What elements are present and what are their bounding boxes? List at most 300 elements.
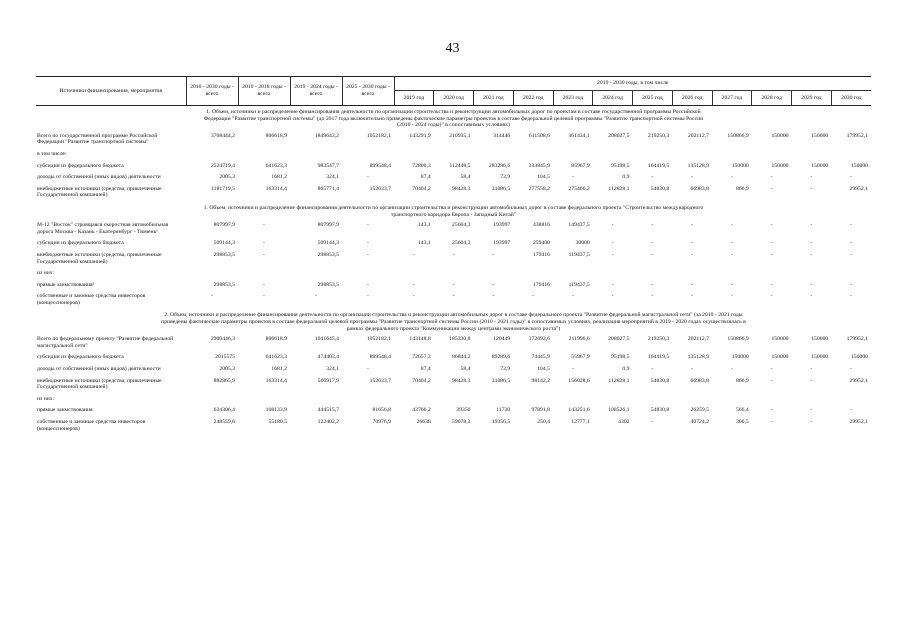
cell-value: -: [571, 174, 574, 181]
cell-value: 0,9: [622, 174, 630, 181]
table-row: [36, 417, 871, 435]
cell-value: -: [770, 185, 773, 192]
header-total: 2025 - 2030 годы - всего: [342, 77, 394, 106]
row-label: внебюджетные источники (средства, привлеченные Государственной компанией): [37, 251, 162, 265]
cell-value: -: [315, 293, 317, 300]
cell-value: 150866,9: [727, 336, 749, 343]
cell-value: [186, 394, 238, 406]
cell-value: [434, 394, 474, 406]
table-row: [36, 268, 871, 280]
row-label: доходы от собственной (иных видов) деятельности: [37, 366, 161, 373]
table-row: [36, 405, 871, 417]
cell-value: -: [651, 281, 654, 288]
cell-value: 70404,2: [412, 185, 431, 192]
cell-value: 11730: [496, 407, 511, 414]
row-label: в том числе:: [37, 150, 67, 157]
cell-value: 164419,5: [647, 354, 670, 361]
cell-value: 150000: [850, 354, 868, 361]
cell-value: -: [770, 419, 773, 425]
header-year: 2022 год: [513, 90, 553, 105]
cell-value: 156028,6: [568, 377, 590, 384]
cell-value: 30000: [575, 240, 590, 247]
row-label: субсидии из федерального бюджета: [37, 240, 124, 247]
table-row: [36, 131, 871, 149]
cell-value: 259400: [532, 240, 550, 247]
row-label: из них:: [37, 270, 55, 277]
cell-value: -: [651, 222, 654, 229]
table-row: [36, 394, 871, 406]
cell-value: -: [850, 240, 853, 247]
cell-value: 29952,1: [849, 185, 868, 192]
cell-value: 2015575: [215, 354, 235, 361]
cell-value: [712, 394, 752, 406]
cell-value: 444515,7: [317, 407, 339, 414]
cell-value: 324,1: [326, 366, 339, 373]
cell-value: 202112,7: [687, 132, 709, 139]
cell-value: -: [367, 281, 369, 288]
cell-value: -: [651, 240, 654, 247]
cell-value: -: [651, 174, 654, 181]
cell-value: -: [691, 293, 694, 300]
cell-value: 208027,5: [608, 132, 630, 139]
header-year: 2027 год: [712, 90, 752, 105]
cell-value: 509144,3: [213, 240, 235, 247]
cell-value: 806618,9: [265, 132, 287, 139]
section-title: 2. Объем, источники и распределение финансирования деятельности по организации строительства и реконструкции автомобильных дорог в составе федерального проекта "Развитие федеральной магистральной сети" (за 2010 - 2021 годы приведены фактические параметры проектов в составе федеральной целевой программы "Развитие транспортной системы России (2010 - 2021 годы)" в сопоставимых условиях, реализация мероприятий в 2019 - 2020 годах осуществлялась в рамках федерального проекта "Коммуникации между центрами экономического роста"): [161, 312, 746, 332]
cell-value: [752, 149, 792, 161]
page-number: 43: [445, 41, 460, 56]
cell-value: -: [367, 366, 369, 373]
cell-value: 81656,8: [372, 407, 391, 414]
cell-value: 211996,6: [568, 336, 590, 343]
cell-value: [238, 268, 290, 280]
cell-value: 641623,3: [265, 354, 287, 361]
cell-value: 108133,9: [265, 407, 287, 414]
cell-value: 3708444,2: [210, 132, 235, 139]
cell-value: 12777,1: [571, 419, 590, 425]
cell-value: 250,4: [537, 419, 550, 425]
table-row: [36, 184, 871, 202]
cell-value: 74445,9: [531, 354, 550, 361]
cell-value: 566,4: [735, 407, 749, 414]
cell-value: 87,4: [420, 174, 431, 181]
cell-value: [290, 149, 342, 161]
cell-value: 58,4: [460, 174, 471, 181]
cell-value: 298853,5: [317, 251, 339, 258]
cell-value: 300,5: [735, 419, 749, 425]
header-year: 2019 год: [394, 90, 434, 105]
header-total: 2019 - 2024 годы - всего: [290, 77, 342, 106]
cell-value: 1681,2: [271, 366, 287, 373]
cell-value: -: [810, 240, 813, 247]
cell-value: -: [770, 222, 773, 229]
cell-value: -: [611, 281, 614, 288]
cell-value: 202112,7: [687, 336, 709, 343]
cell-value: 143148,8: [409, 336, 431, 343]
cell-value: -: [571, 293, 574, 300]
header-year: 2026 год: [672, 90, 712, 105]
cell-value: 185330,8: [449, 336, 471, 343]
cell-value: [712, 149, 752, 161]
cell-value: [394, 268, 434, 280]
cell-value: -: [770, 251, 773, 258]
cell-value: [342, 268, 394, 280]
cell-value: 152633,7: [369, 377, 391, 384]
cell-value: 807997,9: [317, 222, 339, 229]
cell-value: 70404,2: [412, 377, 431, 384]
cell-value: -: [211, 293, 213, 300]
cell-value: [513, 268, 553, 280]
cell-value: 29952,1: [849, 377, 868, 384]
cell-value: 983547,7: [317, 162, 339, 169]
cell-value: [238, 394, 290, 406]
cell-value: 163314,4: [265, 377, 287, 384]
cell-value: 19356,5: [491, 419, 511, 425]
cell-value: 150000: [731, 354, 749, 361]
cell-value: [792, 394, 832, 406]
cell-value: -: [810, 293, 813, 300]
cell-value: 135128,9: [687, 162, 709, 169]
cell-value: -: [850, 174, 853, 181]
cell-value: 135128,9: [687, 354, 709, 361]
header-year: 2029 год: [792, 90, 832, 105]
cell-value: 298853,5: [317, 281, 339, 288]
row-label: Всего по федеральному проекту "Развитие федеральной магистральной сети": [37, 336, 174, 349]
row-label: собственные и заемные средства инвесторов (концессионеров): [37, 293, 146, 306]
cell-value: -: [532, 293, 535, 300]
cell-value: -: [452, 251, 455, 258]
cell-value: -: [263, 251, 265, 258]
cell-value: -: [367, 174, 369, 181]
table-row: [36, 352, 871, 364]
cell-value: 31086,5: [491, 377, 511, 384]
cell-value: -: [770, 377, 773, 384]
cell-value: -: [730, 222, 733, 229]
cell-value: 152633,7: [369, 185, 391, 192]
header-year: 2030 год: [831, 90, 871, 105]
section-title-row: [36, 309, 871, 334]
cell-value: -: [810, 419, 813, 425]
cell-value: 112828,1: [608, 377, 630, 384]
cell-value: 866,9: [735, 377, 749, 384]
cell-value: 39350: [456, 407, 471, 414]
cell-value: 179952,1: [846, 132, 868, 139]
cell-value: 2900446,3: [210, 336, 235, 343]
header-year: 2020 год: [434, 90, 474, 105]
cell-value: -: [850, 293, 853, 300]
cell-value: -: [691, 240, 694, 247]
section-title: 1. Объем, источники и распределение финансирования деятельности по организации строительства и реконструкции автомобильных дорог в составе федерального проекта "Строительство международного транспортного коридора Европа - Западный Китай": [203, 204, 704, 218]
cell-value: 179952,1: [846, 336, 868, 343]
cell-value: -: [770, 366, 773, 373]
cell-value: [290, 268, 342, 280]
cell-value: 54830,8: [650, 407, 670, 414]
cell-value: 150000: [811, 162, 829, 169]
cell-value: 277558,2: [528, 185, 550, 192]
cell-value: -: [367, 251, 369, 258]
row-label: доходы от собственной (иных видов) деятельности: [37, 174, 161, 181]
cell-value: 149437,5: [568, 222, 590, 229]
cell-value: 2005,3: [219, 174, 235, 181]
cell-value: [513, 394, 553, 406]
cell-value: 219250,3: [647, 132, 670, 139]
cell-value: 509144,3: [317, 240, 339, 247]
cell-value: 2524719,4: [210, 162, 235, 169]
cell-value: 72657,3: [412, 354, 431, 361]
cell-value: -: [850, 407, 853, 414]
cell-value: [513, 149, 553, 161]
row-label: внебюджетные источники (средства, привлеченные Государственной компанией): [37, 185, 162, 199]
cell-value: -: [730, 281, 733, 288]
table-header: [36, 77, 871, 106]
table-row: [36, 161, 871, 173]
cell-value: [593, 394, 633, 406]
cell-value: 882865,9: [213, 377, 235, 384]
cell-value: 283286,6: [488, 162, 511, 169]
cell-value: 164419,5: [647, 162, 670, 169]
header-year: 2024 год: [593, 90, 633, 105]
cell-value: -: [412, 251, 415, 258]
cell-value: -: [730, 251, 733, 258]
cell-value: 361434,1: [568, 132, 590, 139]
table-row: [36, 334, 871, 352]
cell-value: 298853,5: [213, 251, 235, 258]
cell-value: 66983,8: [690, 185, 709, 192]
cell-value: 143251,6: [568, 407, 590, 414]
cell-value: 104,5: [537, 174, 550, 181]
cell-value: -: [810, 251, 813, 258]
cell-value: -: [611, 222, 614, 229]
cell-value: 98428,3: [452, 185, 471, 192]
row-label: прямые заимствования²: [37, 281, 95, 288]
cell-value: 193997: [493, 240, 511, 247]
cell-value: 172692,6: [528, 336, 550, 343]
cell-value: 29952,1: [849, 419, 868, 425]
cell-value: 112828,1: [608, 185, 630, 192]
table-row: [36, 172, 871, 184]
cell-value: 43766,2: [412, 407, 431, 414]
cell-value: -: [691, 251, 694, 258]
cell-value: -: [412, 281, 415, 288]
cell-value: 104,5: [537, 366, 550, 373]
cell-value: 26259,5: [690, 407, 709, 414]
cell-value: -: [770, 293, 773, 300]
cell-value: 1849643,2: [314, 132, 339, 139]
cell-value: [831, 268, 871, 280]
cell-value: [434, 149, 474, 161]
cell-value: [593, 149, 633, 161]
cell-value: 150000: [811, 354, 829, 361]
cell-value: [238, 149, 290, 161]
table-row: [36, 149, 871, 161]
cell-value: 95198,5: [611, 354, 630, 361]
header-year: 2023 год: [553, 90, 593, 105]
cell-value: 248559,6: [213, 419, 235, 425]
cell-value: 122402,2: [317, 419, 339, 425]
cell-value: 26638: [416, 419, 431, 425]
cell-value: 150000: [731, 162, 749, 169]
cell-value: 55180,5: [268, 419, 287, 425]
cell-value: [186, 268, 238, 280]
cell-value: 119437,5: [568, 251, 590, 258]
cell-value: 1181719,5: [211, 185, 235, 192]
cell-value: 210935,1: [449, 132, 471, 139]
cell-value: 324,1: [326, 174, 339, 181]
cell-value: 150000: [771, 162, 789, 169]
cell-value: 143,1: [417, 240, 431, 247]
cell-value: 54830,8: [650, 185, 670, 192]
cell-value: 219250,3: [647, 336, 670, 343]
cell-value: -: [810, 174, 813, 181]
cell-value: 179416: [532, 281, 550, 288]
cell-value: 25604,3: [452, 240, 471, 247]
header-source: Источники финансирования, мероприятия: [36, 77, 186, 106]
cell-value: 150000: [811, 336, 829, 343]
cell-value: -: [770, 240, 773, 247]
row-label: Всего по государственной программе Российской Федерации "Развитие транспортной системы": [37, 132, 158, 146]
cell-value: 438816: [532, 222, 550, 229]
cell-value: [752, 268, 792, 280]
cell-value: [290, 394, 342, 406]
cell-value: 59078,3: [452, 419, 471, 425]
cell-value: -: [651, 293, 654, 300]
cell-value: [394, 149, 434, 161]
cell-value: -: [850, 222, 853, 229]
table-row: [36, 280, 871, 292]
cell-value: 54830,8: [650, 377, 670, 384]
cell-value: 150000: [771, 354, 789, 361]
cell-value: -: [730, 240, 733, 247]
cell-value: 1052182,1: [366, 132, 391, 139]
cell-value: -: [412, 293, 415, 300]
cell-value: -: [691, 222, 694, 229]
cell-value: 634306,4: [213, 407, 235, 414]
cell-value: 1681,2: [271, 174, 287, 181]
cell-value: 150000: [771, 132, 789, 139]
cell-value: 899548,4: [369, 162, 391, 169]
table-row: [36, 220, 871, 238]
cell-value: -: [263, 240, 265, 247]
cell-value: [792, 268, 832, 280]
cell-value: -: [691, 174, 694, 181]
section-title: 1. Объем, источники и распределение финансирования деятельности по организации строительства и реконструкции автомобильных дорог по проектам в составе государственной программы Российской Федерации "Развитие транспортной системы" (до 2017 года включительно приведены фактические параметры проектов в составе федеральной целевой программы "Развитие транспортной системы России (2010 - 2024 годы)" в сопоставимых условиях): [36, 106, 871, 131]
cell-value: 150000: [811, 132, 829, 139]
cell-value: 143291,9: [409, 132, 431, 139]
cell-value: [553, 268, 593, 280]
cell-value: 98428,3: [452, 377, 471, 384]
cell-value: [831, 149, 871, 161]
cell-value: -: [263, 222, 265, 229]
cell-value: 108526,1: [608, 407, 630, 414]
row-label: внебюджетные источники (средства, привлеченные Государственной компанией): [37, 377, 162, 391]
cell-value: -: [850, 251, 853, 258]
cell-value: -: [691, 366, 694, 373]
row-label: собственные и заемные средства инвесторов (концессионеров): [37, 419, 146, 432]
cell-value: [593, 268, 633, 280]
cell-value: [394, 394, 434, 406]
cell-value: 89289,6: [491, 354, 511, 361]
cell-value: 97891,8: [531, 407, 550, 414]
cell-value: [752, 394, 792, 406]
table-row: [36, 238, 871, 250]
cell-value: 1041645,4: [314, 336, 339, 343]
cell-value: 58,4: [460, 366, 471, 373]
cell-value: 807997,9: [213, 222, 235, 229]
cell-value: 40724,2: [690, 419, 709, 425]
cell-value: -: [452, 281, 455, 288]
cell-value: -: [810, 377, 813, 384]
cell-value: [672, 268, 712, 280]
header-year: 2028 год: [752, 90, 792, 105]
cell-value: -: [263, 293, 265, 300]
cell-value: -: [770, 174, 773, 181]
cell-value: -: [492, 281, 495, 288]
cell-value: 163314,4: [265, 185, 287, 192]
cell-value: 2005,3: [219, 366, 235, 373]
table-row: [36, 291, 871, 309]
cell-value: 66983,8: [690, 377, 709, 384]
cell-value: -: [492, 293, 495, 300]
cell-value: 72800,3: [412, 162, 431, 169]
cell-value: 333845,9: [528, 162, 550, 169]
cell-value: 474403,4: [317, 354, 339, 361]
cell-value: 1052182,1: [366, 336, 391, 343]
cell-value: -: [611, 240, 614, 247]
cell-value: -: [651, 366, 654, 373]
cell-value: 150000: [771, 336, 789, 343]
cell-value: [633, 149, 673, 161]
header-year: 2021 год: [474, 90, 514, 105]
cell-value: 866,9: [735, 185, 749, 192]
header-total: 2010 - 2030 годы - всего: [186, 77, 238, 106]
cell-value: [342, 149, 394, 161]
cell-value: 4302: [618, 419, 630, 425]
cell-value: 314446: [493, 132, 511, 139]
cell-value: -: [651, 419, 654, 425]
cell-value: -: [730, 293, 733, 300]
cell-value: 899548,4: [369, 354, 391, 361]
cell-value: -: [651, 251, 654, 258]
cell-value: 865771,4: [317, 185, 339, 192]
cell-value: -: [810, 407, 813, 414]
cell-value: [434, 268, 474, 280]
financing-table: [36, 76, 871, 435]
cell-value: 298853,5: [213, 281, 235, 288]
cell-value: 70976,9: [372, 419, 391, 425]
cell-value: 208027,5: [608, 336, 630, 343]
cell-value: 25604,3: [452, 222, 471, 229]
cell-value: [342, 394, 394, 406]
cell-value: -: [571, 366, 574, 373]
cell-value: [633, 394, 673, 406]
cell-value: 85967,9: [571, 162, 590, 169]
cell-value: -: [367, 240, 369, 247]
cell-value: 112448,5: [449, 162, 471, 169]
cell-value: [712, 268, 752, 280]
cell-value: 72,9: [500, 366, 511, 373]
cell-value: -: [367, 293, 369, 300]
cell-value: [672, 149, 712, 161]
cell-value: [186, 149, 238, 161]
cell-value: -: [850, 281, 853, 288]
section-title-row: [36, 202, 871, 220]
cell-value: [831, 394, 871, 406]
cell-value: -: [611, 293, 614, 300]
header-year: 2025 год: [633, 90, 673, 105]
cell-value: 150866,9: [727, 132, 749, 139]
row-label: прямые заимствования: [37, 407, 93, 414]
header-total: 2010 - 2018 годы - всего: [238, 77, 290, 106]
